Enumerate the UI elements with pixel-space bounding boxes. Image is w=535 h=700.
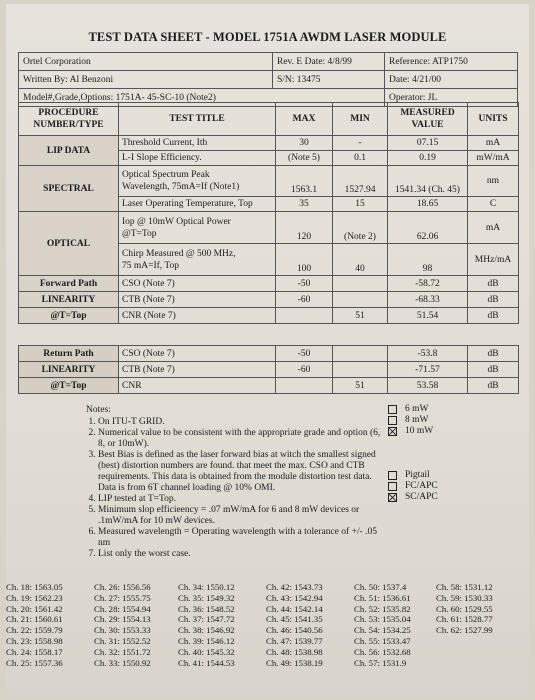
min-value	[333, 362, 388, 378]
group-forward-temp: @T=Top	[19, 308, 119, 324]
channel-entry: Ch. 37: 1547.72	[178, 614, 235, 625]
group-forward-linearity: LINEARITY	[19, 292, 119, 308]
option-row	[388, 426, 438, 437]
measured-value: -68.33	[388, 292, 468, 308]
unit: MHz/mA	[468, 244, 519, 276]
min-value: 0.1	[333, 151, 388, 166]
notes-heading: Notes:	[86, 405, 111, 415]
max-value: -60	[276, 362, 333, 378]
unit: C	[468, 197, 519, 212]
option-label: 6 mW	[405, 404, 429, 414]
channel-entry: Ch. 50: 1537.4	[354, 582, 407, 592]
max-value: 35	[276, 197, 333, 212]
unit: mA	[468, 212, 519, 244]
max-value	[276, 378, 333, 394]
channel-entry: Ch. 46: 1540.56	[266, 625, 323, 636]
option-label: FC/APC	[405, 481, 438, 491]
test-title	[119, 212, 276, 244]
title-line: 75 mA=If, Top	[122, 260, 180, 271]
company: Ortel Corporation	[19, 53, 273, 71]
channel-entry: Ch. 39: 1546.12	[178, 635, 235, 646]
note-item: 2. Numerical value to be consistent with the appropriate grade and option (6, 8, or 10mW).	[98, 428, 386, 450]
channel-entry: Ch. 24: 1558.17	[6, 646, 63, 657]
title-line: Wavelength, 75mA=If (Note1)	[122, 182, 240, 192]
title-line: Iop @ 10mW Optical Power	[122, 216, 231, 227]
channel-entry: Ch. 43: 1542.94	[266, 592, 323, 603]
measured-value: 51.54	[388, 308, 468, 324]
test-title: CTB (Note 7)	[119, 362, 276, 378]
group-return-temp: @T=Top	[19, 378, 119, 394]
note-item: 1. On ITU-T GRID.	[98, 417, 386, 428]
col-procedure: PROCEDURE NUMBER/TYPE	[19, 103, 119, 136]
channel-entry: Ch. 21: 1560.61	[6, 614, 63, 625]
min-value: 15	[333, 197, 388, 212]
channel-entry: Ch. 41: 1544.53	[178, 657, 235, 668]
channel-entry: Ch. 34: 1550.12	[178, 582, 235, 592]
channel-entry: Ch. 48: 1538.98	[266, 646, 323, 657]
sheet-title: TEST DATA SHEET - MODEL 1751A AWDM LASER MODULE	[88, 30, 447, 44]
option-row	[388, 404, 438, 415]
unit: dB	[468, 362, 519, 378]
test-date: Date: 4/21/00	[385, 71, 518, 89]
channel-entry: Ch. 36: 1548.52	[178, 603, 235, 614]
channel-column	[436, 582, 493, 636]
checked-box-icon[interactable]	[388, 493, 397, 502]
min-value: 40	[333, 244, 388, 276]
group-spectral: SPECTRAL	[19, 166, 119, 212]
col-test-title: TEST TITLE	[119, 103, 276, 136]
test-data-table	[18, 102, 519, 324]
empty-box-icon[interactable]	[388, 471, 397, 480]
max-value: -50	[276, 346, 333, 362]
channel-entry: Ch. 33: 1550.92	[94, 657, 151, 668]
channel-entry: Ch. 30: 1553.33	[94, 625, 151, 636]
col-measured: MEASURED VALUE	[388, 103, 468, 136]
unit: nm	[468, 166, 519, 197]
channel-entry: Ch. 60: 1529.55	[436, 603, 493, 614]
measured-value: 18.65	[388, 197, 468, 212]
header-table	[18, 52, 518, 107]
min-value	[333, 276, 388, 292]
channel-entry: Ch. 47: 1539.77	[266, 635, 323, 646]
measured-value: -53.8	[388, 346, 468, 362]
measured-value: -71.57	[388, 362, 468, 378]
channel-entry: Ch. 58: 1531.12	[436, 582, 493, 592]
channel-entry: Ch. 19: 1562.23	[6, 592, 63, 603]
test-title: Threshold Current, Ith	[119, 136, 276, 151]
test-title	[119, 166, 276, 197]
max-value: 1563.1	[276, 166, 333, 197]
unit: dB	[468, 276, 519, 292]
channel-entry: Ch. 62: 1527.99	[436, 625, 493, 636]
channel-entry: Ch. 22: 1559.79	[6, 625, 63, 636]
note-item: 3. Best Bias is defined as the laser forward bias at witch the smallest signed (best) distortion numbers are found. that meet the max. CSO and CTB requirements. This data is obtained from the module distortion test data. Data is from 6T channel loading @ 10% OMI.	[98, 450, 386, 494]
option-label: 10 mW	[405, 426, 434, 436]
return-path-table	[18, 345, 519, 394]
revision-date: Rev. E Date: 4/8/99	[273, 53, 385, 71]
connector-options	[388, 470, 438, 503]
channel-column	[6, 582, 63, 668]
reference: Reference: ATP1750	[385, 53, 518, 71]
measured-value: 0.19	[388, 151, 468, 166]
channel-entry: Ch. 61: 1528.77	[436, 614, 493, 625]
channel-entry: Ch. 27: 1555.75	[94, 592, 151, 603]
serial-number: S/N: 13475	[273, 71, 385, 89]
title-line: Optical Spectrum Peak	[122, 170, 210, 180]
measured-value: 1541.34 (Ch. 45)	[388, 166, 468, 197]
max-value: (Note 5)	[276, 151, 333, 166]
max-value: -60	[276, 292, 333, 308]
written-by: Written By: Al Benzoni	[19, 71, 273, 89]
channel-entry: Ch. 49: 1538.19	[266, 657, 323, 668]
unit: dB	[468, 346, 519, 362]
unit: dB	[468, 308, 519, 324]
channel-entry: Ch. 52: 1535.82	[354, 603, 411, 614]
measured-value: 53.58	[388, 378, 468, 394]
test-title	[119, 244, 276, 276]
channel-entry: Ch. 42: 1543.73	[266, 582, 323, 592]
channel-entry: Ch. 23: 1558.98	[6, 635, 63, 646]
option-row	[388, 492, 438, 503]
unit: mW/mA	[468, 151, 519, 166]
channel-entry: Ch. 32: 1551.72	[94, 646, 151, 657]
group-return-path: Return Path	[19, 346, 119, 362]
channel-entry: Ch. 40: 1545.32	[178, 646, 235, 657]
channel-entry: Ch. 45: 1541.35	[266, 614, 323, 625]
min-value	[333, 292, 388, 308]
channel-entry: Ch. 31: 1552.52	[94, 635, 151, 646]
channel-entry: Ch. 20: 1561.42	[6, 603, 63, 614]
channel-entry: Ch. 51: 1536.61	[354, 592, 411, 603]
note-item: 7. List only the worst case.	[98, 549, 386, 560]
channel-entry: Ch. 44: 1542.14	[266, 603, 323, 614]
min-value: 51	[333, 378, 388, 394]
test-title: CNR (Note 7)	[119, 308, 276, 324]
test-title: CNR	[119, 378, 276, 394]
empty-box-icon[interactable]	[388, 405, 397, 414]
max-value: 30	[276, 136, 333, 151]
channel-column	[266, 582, 323, 668]
max-value: 120	[276, 212, 333, 244]
option-row	[388, 415, 438, 426]
col-units: UNITS	[468, 103, 519, 136]
option-row	[388, 481, 438, 492]
title-line: @T=Top	[122, 228, 157, 239]
measured-value: 98	[388, 244, 468, 276]
unit: dB	[468, 378, 519, 394]
min-value: -	[333, 136, 388, 151]
channel-column	[178, 582, 235, 668]
min-value	[333, 346, 388, 362]
min-value: 1527.94	[333, 166, 388, 197]
measured-value: -58.72	[388, 276, 468, 292]
option-label: 8 mW	[405, 415, 429, 425]
channel-entry: Ch. 54: 1534.25	[354, 625, 411, 636]
test-title: L-I Slope Efficiency.	[119, 151, 276, 166]
notes-list	[86, 417, 386, 560]
option-label: SC/APC	[405, 492, 438, 502]
group-return-linearity: LINEARITY	[19, 362, 119, 378]
channel-entry: Ch. 29: 1554.13	[94, 614, 151, 625]
max-value: -50	[276, 276, 333, 292]
notes-section	[86, 405, 386, 560]
channel-entry: Ch. 25: 1557.36	[6, 657, 63, 668]
group-optical: OPTICAL	[19, 212, 119, 276]
test-title: Laser Operating Temperature, Top	[119, 197, 276, 212]
operator: Operator: JL	[385, 89, 518, 107]
note-item: 5. Minimum slop efficieency = .07 mW/mA for 6 and 8 mW devices or .1mW/mA for 10 mW devices.	[98, 505, 386, 527]
group-forward-path: Forward Path	[19, 276, 119, 292]
measured-value: 62.06	[388, 212, 468, 244]
channel-entry: Ch. 35: 1549.32	[178, 592, 235, 603]
measured-value: 07.15	[388, 136, 468, 151]
test-title: CSO (Note 7)	[119, 276, 276, 292]
model-grade-options: Model#,Grade,Options: 1751A- 45-SC-10 (Note2)	[19, 89, 385, 107]
unit: mA	[468, 136, 519, 151]
max-value	[276, 308, 333, 324]
min-value: 51	[333, 308, 388, 324]
power-options	[388, 404, 438, 437]
note-item: 6. Measured wavelength = Operating wavelength with a tolerance of +/- .05 nm	[98, 527, 386, 549]
option-label: Pigtail	[405, 470, 430, 480]
channel-column	[354, 582, 411, 668]
options-section	[388, 404, 438, 503]
channel-entry: Ch. 55: 1533.47	[354, 635, 411, 646]
channel-entry: Ch. 38: 1546.92	[178, 625, 235, 636]
checked-box-icon[interactable]	[388, 427, 397, 436]
channel-entry: Ch. 28: 1554.94	[94, 603, 151, 614]
col-max: MAX	[276, 103, 333, 136]
option-row	[388, 470, 438, 481]
empty-box-icon[interactable]	[388, 482, 397, 491]
unit: dB	[468, 292, 519, 308]
empty-box-icon[interactable]	[388, 416, 397, 425]
group-lip-data: LIP DATA	[19, 136, 119, 166]
channel-column	[94, 582, 151, 668]
test-title: CTB (Note 7)	[119, 292, 276, 308]
note-item: 4. LIP tested at T=Top.	[98, 494, 386, 505]
col-min: MIN	[333, 103, 388, 136]
channel-entry: Ch. 57: 1531.9	[354, 657, 407, 668]
test-title: CSO (Note 7)	[119, 346, 276, 362]
channel-entry: Ch. 26: 1556.56	[94, 582, 151, 592]
channel-entry: Ch. 53: 1535.04	[354, 614, 411, 625]
min-value: (Note 2)	[333, 212, 388, 244]
channel-entry: Ch. 18: 1563.05	[6, 582, 63, 592]
title-line: Chirp Measured @ 500 MHz,	[122, 248, 236, 259]
channel-entry: Ch. 59: 1530.33	[436, 592, 493, 603]
max-value: 100	[276, 244, 333, 276]
channel-entry: Ch. 56: 1532.68	[354, 646, 411, 657]
